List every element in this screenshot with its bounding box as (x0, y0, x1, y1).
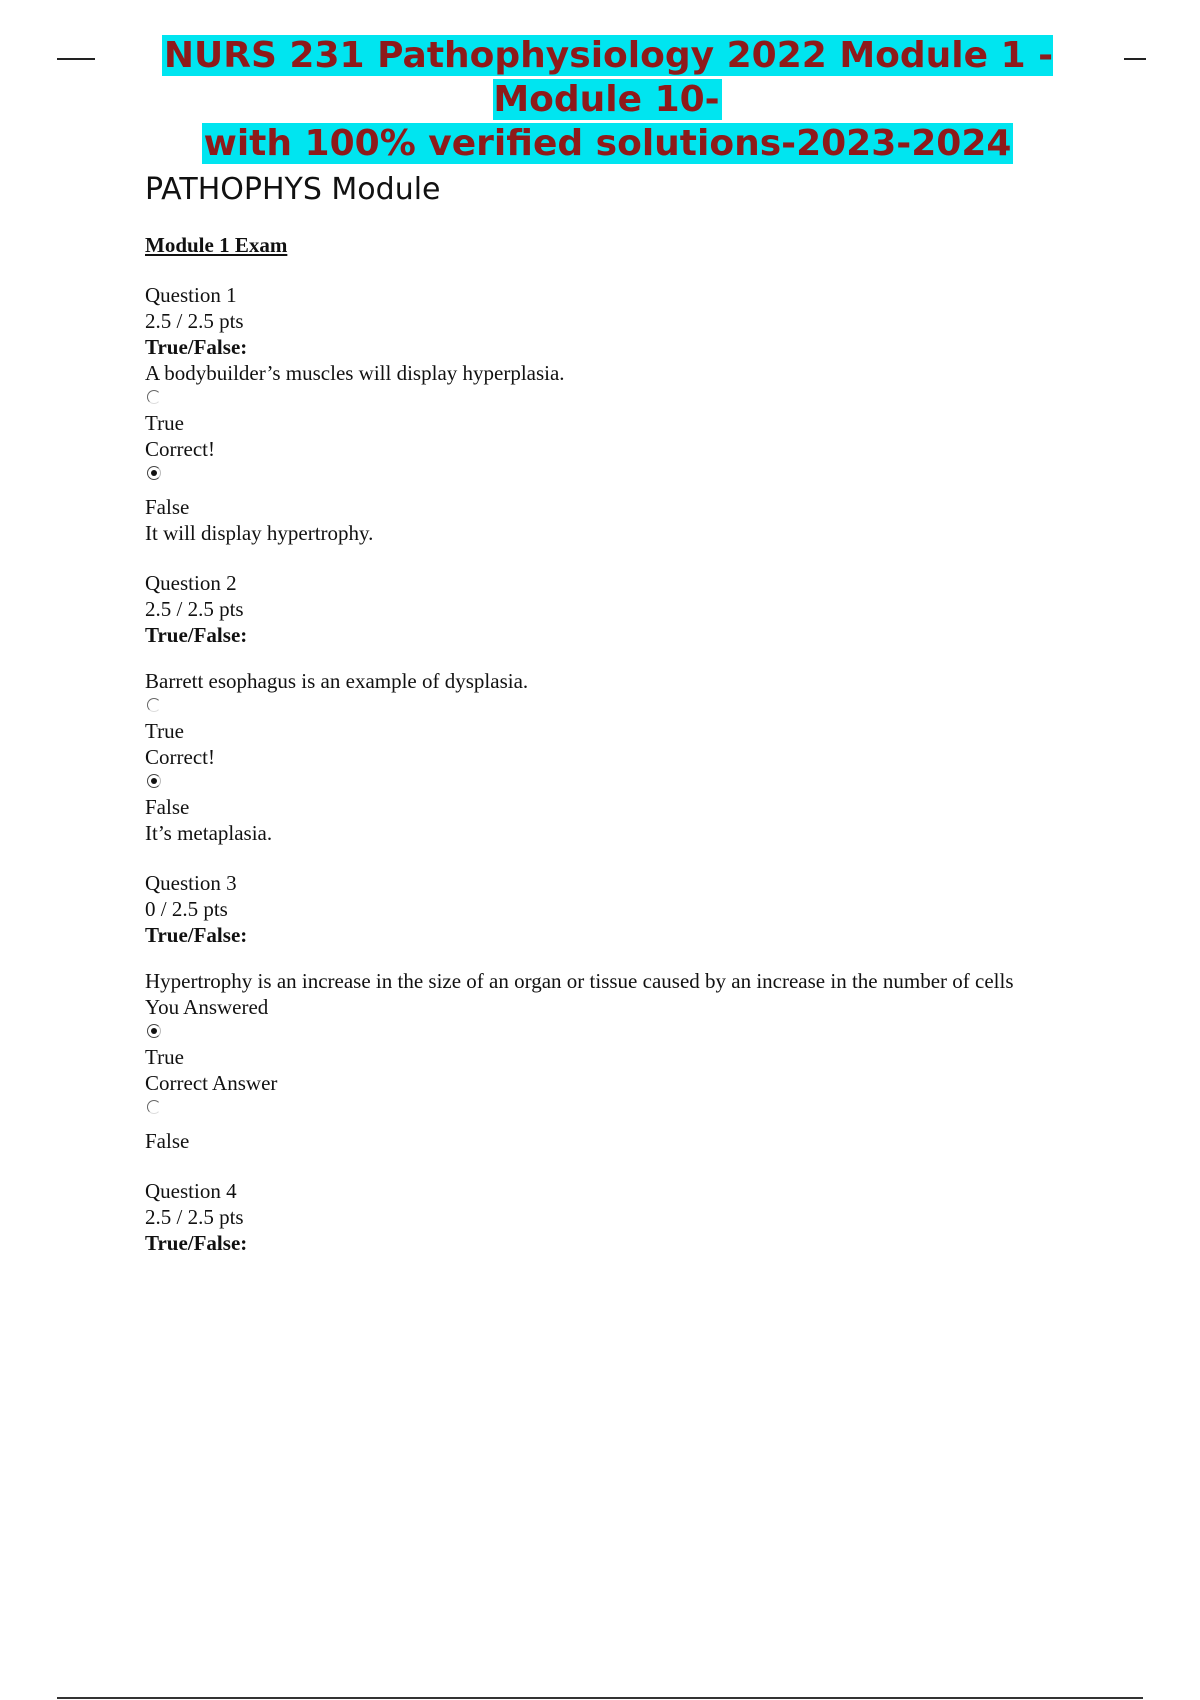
question-points: 2.5 / 2.5 pts (145, 1205, 244, 1229)
title-line-1: NURS 231 Pathophysiology 2022 Module 1 - Module 10- (163, 35, 1054, 120)
option-true-label: True (145, 411, 184, 435)
header-dash-right (1124, 58, 1146, 60)
question-1 (145, 282, 1105, 546)
radio-unchecked-icon[interactable] (147, 1100, 161, 1114)
radio-checked-icon[interactable] (147, 466, 161, 480)
question-points: 2.5 / 2.5 pts (145, 309, 244, 333)
question-label: Question 1 (145, 283, 237, 307)
title-line-2: with 100% verified solutions-2023-2024 (203, 123, 1012, 164)
document-body (145, 170, 1105, 1256)
radio-checked-icon[interactable] (147, 1024, 161, 1038)
document-title (120, 34, 1095, 166)
header-dash-left (57, 58, 95, 60)
correct-answer-marker: Correct Answer (145, 1071, 278, 1095)
answer-explanation: It’s metaplasia. (145, 821, 273, 845)
question-prompt: A bodybuilder’s muscles will display hyperplasia. (145, 361, 565, 385)
question-type: True/False: (145, 335, 248, 359)
option-true-label: True (145, 719, 184, 743)
correct-marker: Correct! (145, 437, 215, 461)
question-points: 0 / 2.5 pts (145, 897, 228, 921)
question-points: 2.5 / 2.5 pts (145, 597, 244, 621)
you-answered-marker: You Answered (145, 995, 269, 1019)
question-type: True/False: (145, 1231, 248, 1255)
question-type: True/False: (145, 623, 248, 647)
question-2 (145, 570, 1105, 846)
option-false-label: False (145, 1129, 190, 1153)
question-prompt: Barrett esophagus is an example of dysplasia. (145, 669, 529, 693)
question-3 (145, 870, 1105, 1154)
question-label: Question 4 (145, 1179, 237, 1203)
question-prompt: Hypertrophy is an increase in the size of an organ or tissue caused by an increase in the number of cells (145, 969, 1014, 993)
option-false-label: False (145, 795, 190, 819)
question-4 (145, 1178, 1105, 1256)
correct-marker: Correct! (145, 745, 215, 769)
option-true-label: True (145, 1045, 184, 1069)
radio-unchecked-icon[interactable] (147, 698, 161, 712)
option-false-label: False (145, 495, 190, 519)
footer-divider (57, 1697, 1143, 1699)
answer-explanation: It will display hypertrophy. (145, 521, 374, 545)
question-label: Question 3 (145, 871, 237, 895)
question-label: Question 2 (145, 571, 237, 595)
radio-unchecked-icon[interactable] (147, 390, 161, 404)
question-type: True/False: (145, 923, 248, 947)
exam-title: Module 1 Exam (145, 233, 288, 257)
radio-checked-icon[interactable] (147, 774, 161, 788)
section-heading: PATHOPHYS Module (145, 172, 441, 207)
